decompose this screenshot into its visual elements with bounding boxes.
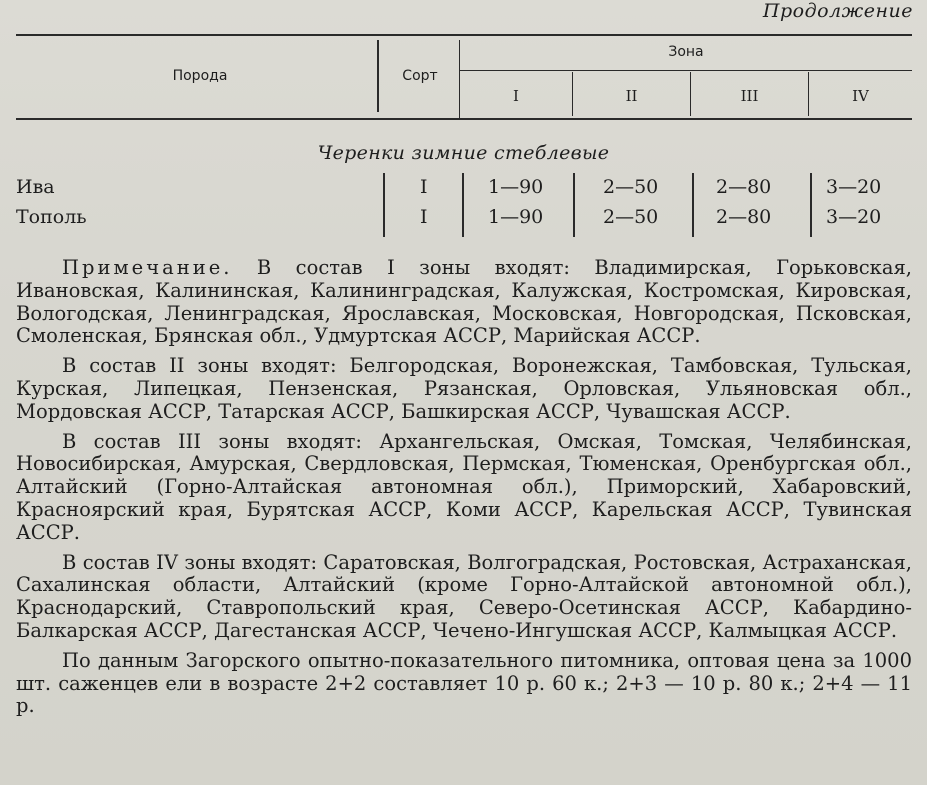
note-zone-4: В состав IV зоны входят: Саратовская, Волгоградская, Ростовская, Астраханская, Сахалинская области, Алтайский (кроме Горно-Алтайской автономной обл.), Краснодарский, Ставропольский края, Северо-Осетинская АССР, Кабардино-Балкарская АССР, Дагестанская АССР, Чечено-Ингушская АССР, Калмыцкая АССР.: [16, 550, 912, 642]
header-breed: Порода: [172, 68, 228, 84]
note-label: Примечание.: [62, 256, 233, 279]
zone-2-cell: 2—50: [603, 176, 659, 198]
zone-1-cell: 1—90: [488, 206, 544, 228]
header-zone-1: I: [513, 87, 519, 105]
note-zone-1: [16, 257, 912, 348]
header-zone-4: IV: [852, 87, 869, 105]
zone-4-cell: 3—20: [826, 206, 882, 228]
zone-3-cell: 2—80: [716, 206, 772, 228]
note-zone-1-text: В состав I зоны входят: Владимирская, Горьковская, Ивановская, Калининская, Калининградская, Калужская, Костромская, Кировская, Вологодская, Ленинградская, Ярославская, Московская, Новгородская, Псковская, Смоленская, Брянская обл., Удмуртская АССР, Марийская АССР.: [16, 256, 912, 348]
table-header-bottom-rule: [16, 118, 912, 120]
note-zone-3: В состав III зоны входят: Архангельская, Омская, Томская, Челябинская, Новосибирская, Амурская, Свердловская, Пермская, Тюменская, Оренбургская обл., Алтайский (Горно-Алтайская автономная обл.), Приморский, Хабаровский, Красноярский края, Бурятская АССР, Коми АССР, Карельская АССР, Тувинская АССР.: [16, 429, 912, 544]
breed-cell: Ива: [16, 176, 55, 198]
header-zone-2: II: [625, 87, 638, 105]
grade-cell: I: [420, 176, 428, 198]
zone-1-cell: 1—90: [488, 176, 544, 198]
zone-sub-rule: [460, 70, 912, 71]
table-top-rule: [16, 34, 912, 36]
header-zone: Зона: [668, 44, 704, 60]
table-row: [0, 206, 927, 236]
table-row: [0, 176, 927, 206]
zone-4-cell: 3—20: [826, 176, 882, 198]
grade-cell: I: [420, 206, 428, 228]
breed-cell: Тополь: [16, 206, 87, 228]
header-zone-3: III: [740, 87, 759, 105]
note-price: По данным Загорского опытно-показательного питомника, оптовая цена за 1000 шт. саженцев ели в возрасте 2+2 составляет 10 р. 60 к.; 2+3 — 10 р. 80 к.; 2+4 — 11 р.: [16, 648, 912, 718]
notes-block: [16, 257, 912, 725]
note-zone-2: В состав II зоны входят: Белгородская, Воронежская, Тамбовская, Тульская, Курская, Липецкая, Пензенская, Рязанская, Орловская, Ульяновская обл., Мордовская АССР, Татарская АССР, Башкирская АССР, Чувашская АССР.: [16, 354, 912, 423]
header-grade: Сорт: [402, 68, 438, 84]
zone-3-cell: 2—80: [716, 176, 772, 198]
header-divider-breed: [377, 40, 379, 112]
continuation-label: Продолжение: [762, 0, 913, 22]
zone-2-cell: 2—50: [603, 206, 659, 228]
section-title: Черенки зимние стеблевые: [317, 142, 610, 164]
